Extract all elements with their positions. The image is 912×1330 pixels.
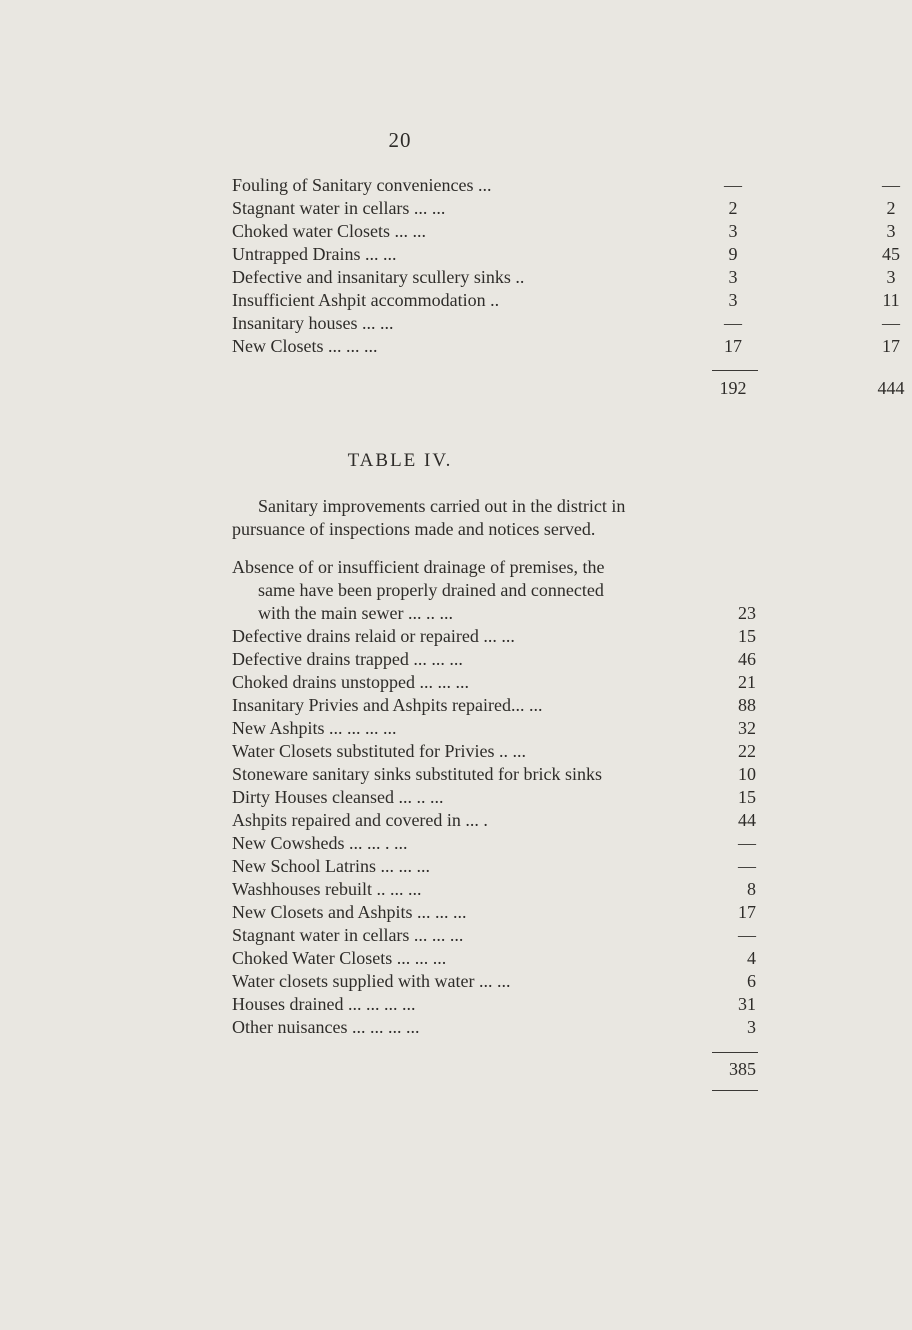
table-row — [232, 740, 756, 762]
table-row — [232, 855, 756, 877]
table-row — [232, 924, 756, 946]
row-label: New Closets ... ... ... — [232, 336, 378, 356]
total-value: 385 — [729, 1059, 756, 1079]
table-row — [232, 694, 756, 716]
row-label: New Closets and Ashpits ... ... ... — [232, 902, 467, 922]
row-value: — — [738, 925, 756, 945]
row-value-1: 3 — [728, 267, 738, 287]
row-value: 17 — [738, 902, 756, 922]
row-label: Insufficient Ashpit accommodation .. — [232, 290, 500, 310]
row-value-2: 3 — [886, 267, 896, 287]
row-value-2: — — [882, 313, 900, 333]
row-label: Untrapped Drains ... ... — [232, 244, 397, 264]
table-title: TABLE IV. — [347, 450, 453, 471]
row-value-1: 9 — [728, 244, 738, 264]
row-value: 4 — [747, 948, 756, 968]
row-value-1: — — [724, 175, 742, 195]
row-value-1: 3 — [728, 290, 738, 310]
table-row — [232, 993, 756, 1015]
row-label: Stagnant water in cellars ... ... ... — [232, 925, 464, 945]
row-label: Choked water Closets ... ... — [232, 221, 426, 241]
row-value-2: — — [882, 175, 900, 195]
table-row — [232, 220, 896, 242]
totals-row — [232, 377, 905, 399]
row-value: 6 — [747, 971, 756, 991]
total-value-1: 192 — [719, 378, 747, 398]
total-rule — [712, 1052, 758, 1053]
table-row — [232, 266, 896, 288]
row-value: 46 — [738, 649, 756, 669]
row-value: — — [738, 833, 756, 853]
item-line: same have been properly drained and connected — [258, 580, 604, 600]
total-value-2: 444 — [877, 378, 905, 398]
row-value-1: — — [724, 313, 742, 333]
row-value: 22 — [738, 741, 756, 761]
total-rule — [712, 1090, 758, 1091]
table-row — [232, 335, 900, 357]
row-label: Stagnant water in cellars ... ... — [232, 198, 446, 218]
row-value: 23 — [738, 603, 756, 623]
row-label: Stoneware sanitary sinks substituted for brick sinks — [232, 764, 602, 784]
row-value: — — [738, 856, 756, 876]
intro-line: Sanitary improvements carried out in the district in — [258, 496, 626, 516]
row-value: 44 — [738, 810, 756, 830]
table-row — [232, 878, 756, 900]
row-label: Choked Water Closets ... ... ... — [232, 948, 447, 968]
item-line: Absence of or insufficient drainage of premises, the — [232, 557, 605, 577]
table-row — [232, 717, 756, 739]
row-value-2: 11 — [882, 290, 900, 310]
table-row — [232, 243, 900, 265]
page-number: 20 — [388, 128, 412, 152]
table-row — [232, 832, 756, 854]
row-label: Insanitary houses ... ... — [232, 313, 394, 333]
table-row — [232, 1016, 756, 1038]
table-row — [232, 671, 756, 693]
table-row — [232, 648, 756, 670]
row-value-1: 3 — [728, 221, 738, 241]
table-row — [232, 602, 756, 624]
row-label: New School Latrins ... ... ... — [232, 856, 430, 876]
row-label: Defective drains trapped ... ... ... — [232, 649, 463, 669]
table-row — [232, 970, 756, 992]
row-label: Houses drained ... ... ... ... — [232, 994, 416, 1014]
row-label: Washhouses rebuilt .. ... ... — [232, 879, 422, 899]
row-value-2: 3 — [886, 221, 896, 241]
table-row — [232, 901, 756, 923]
row-value: 10 — [738, 764, 756, 784]
row-label: New Cowsheds ... ... . ... — [232, 833, 408, 853]
row-label: Fouling of Sanitary conveniences ... — [232, 175, 492, 195]
row-label: Water closets supplied with water ... ... — [232, 971, 511, 991]
table-row — [232, 174, 900, 196]
row-value: 15 — [738, 626, 756, 646]
table-row — [232, 809, 756, 831]
row-value: 88 — [738, 695, 756, 715]
row-value: 31 — [738, 994, 756, 1014]
intro-line: pursuance of inspections made and notices served. — [232, 519, 596, 539]
row-label: Choked drains unstopped ... ... ... — [232, 672, 469, 692]
row-value-2: 2 — [886, 198, 896, 218]
row-value-2: 17 — [882, 336, 900, 356]
totals-row — [232, 1058, 756, 1080]
row-label: New Ashpits ... ... ... ... — [232, 718, 397, 738]
row-label: Water Closets substituted for Privies .. ... — [232, 741, 527, 761]
table-row — [232, 763, 756, 785]
table-row — [232, 625, 756, 647]
row-value: 3 — [747, 1017, 756, 1037]
row-value: 8 — [747, 879, 756, 899]
row-label: Defective and insanitary scullery sinks .. — [232, 267, 525, 287]
table-row — [232, 312, 900, 334]
row-value-1: 17 — [724, 336, 742, 356]
row-value-1: 2 — [728, 198, 738, 218]
row-value-2: 45 — [882, 244, 900, 264]
row-value: 21 — [738, 672, 756, 692]
row-label: Ashpits repaired and covered in ... . — [232, 810, 488, 830]
total-rule — [712, 370, 758, 371]
row-value: 32 — [738, 718, 756, 738]
table-row — [232, 786, 756, 808]
row-value: 15 — [738, 787, 756, 807]
row-label: Insanitary Privies and Ashpits repaired... ... — [232, 695, 543, 715]
row-label: with the main sewer ... .. ... — [258, 603, 453, 623]
row-label: Other nuisances ... ... ... ... — [232, 1017, 420, 1037]
row-label: Defective drains relaid or repaired ... ... — [232, 626, 515, 646]
row-label: Dirty Houses cleansed ... .. ... — [232, 787, 444, 807]
table-row — [232, 289, 900, 311]
table-row — [232, 947, 756, 969]
table-row — [232, 197, 896, 219]
